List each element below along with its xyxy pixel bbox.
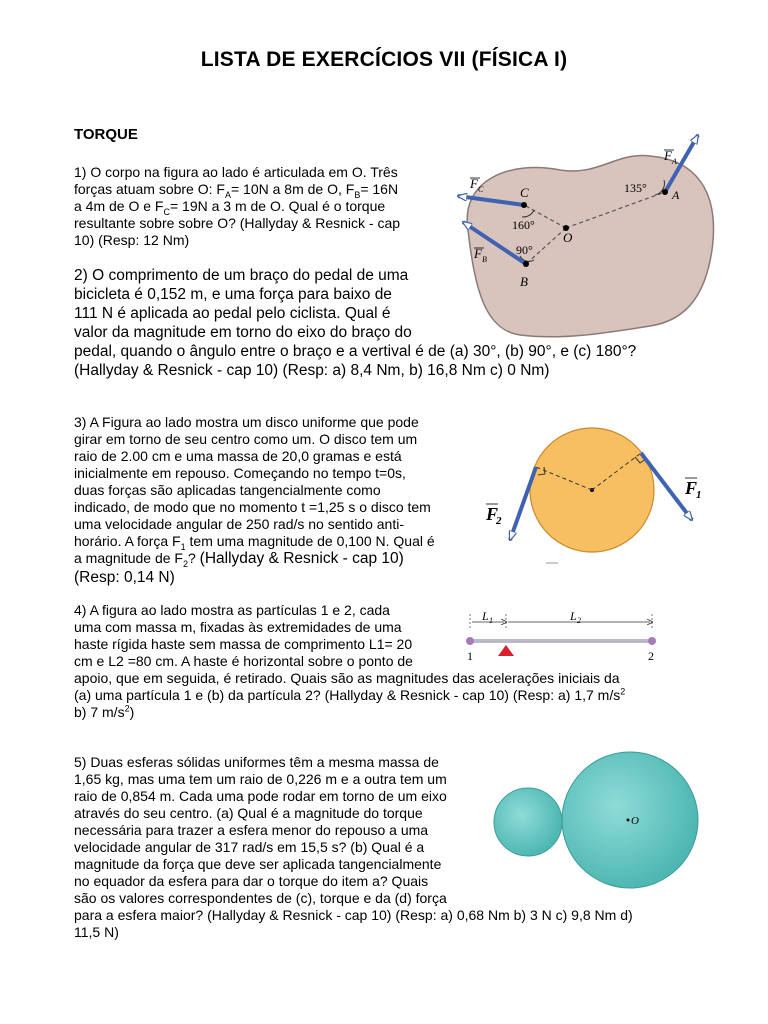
ex4-line: b) 7 $m/s^2$) bbox=[74, 703, 135, 720]
sphere-center bbox=[627, 819, 630, 822]
ex3-line: inicialmente em repouso. Começando no tempo t=0s, bbox=[74, 465, 406, 481]
ex3-line: a magnitude de $F_2$? (Hallyday & Resnick - cap 10) bbox=[74, 550, 404, 569]
ex3-line: horário. A força $F_1$ tem uma magnitude de 0,100 N. Qual é bbox=[74, 533, 435, 552]
ex5-line: através do seu centro. (a) Qual é a magnitude do torque bbox=[74, 805, 423, 821]
ex3-line: girar em torno de seu centro como um. O disco tem um bbox=[74, 431, 418, 447]
label-b: B bbox=[520, 274, 528, 289]
ex2-line: pedal, quando o ângulo entre o braço e a vertival é de (a) 30°, (b) 90°, e (c) 180°? bbox=[74, 343, 637, 360]
particle-2-label: 2 bbox=[648, 649, 654, 663]
angle-label-c: 160° bbox=[512, 218, 535, 232]
label-o: O bbox=[563, 230, 573, 245]
figure-4-rod bbox=[460, 608, 670, 664]
ex5-line: 5) Duas esferas sólidas uniformes têm a mesma massa de bbox=[74, 754, 439, 770]
ex4-line: (a) uma partícula 1 e (b) da partícula 2? (Hallyday & Resnick - cap 10) (Resp: a) 1,7 $m/s^2$ bbox=[74, 686, 626, 703]
rigid-body bbox=[467, 156, 713, 337]
ex2-line: 111 N é aplicada ao pedal pelo ciclista. Qual é bbox=[74, 305, 391, 322]
angle-label-b: 90° bbox=[516, 243, 533, 257]
ex1-line: resultante sobre sobre O? (Hallyday & Resnick - cap bbox=[74, 215, 401, 231]
svg-text:F: F bbox=[685, 478, 698, 498]
ex3-line: indicado, de modo que no momento t =1,25 s o disco tem bbox=[74, 499, 431, 515]
section-heading-torque: TORQUE bbox=[74, 126, 138, 143]
ex5-line: raio de 0,854 m. Cada uma pode rodar em torno de um eixo bbox=[74, 788, 447, 804]
rod bbox=[470, 639, 652, 643]
ex5-line: no equador da esfera para dar o torque do item a? Quais bbox=[74, 873, 429, 889]
center-label-o: O bbox=[631, 815, 639, 827]
svg-text:C: C bbox=[478, 185, 484, 194]
ex5-line: para a esfera maior? (Hallyday & Resnick - cap 10) (Resp: a) 0,68 Nm b) 3 N c) 9,8 Nm d) bbox=[74, 907, 633, 923]
ex2-line: 2) O comprimento de um braço do pedal de uma bbox=[74, 267, 409, 284]
ex5-line: velocidade angular de 317 rad/s em 15,5 s? (b) Qual é a bbox=[74, 839, 425, 855]
ex2-line: (Hallyday & Resnick - cap 10) (Resp: a) 8,4 Nm, b) 16,8 Nm c) 0 Nm) bbox=[74, 362, 550, 379]
particle-1-label: 1 bbox=[467, 649, 473, 663]
ex5-line: necessária para trazer a esfera menor do repouso a uma bbox=[74, 822, 429, 838]
ex4-line: 4) A figura ao lado mostra as partículas 1 e 2, cada bbox=[74, 602, 390, 618]
figure-5-spheres bbox=[492, 758, 708, 898]
ex5-line: são os valores correspondentes de (c), torque e da (d) força bbox=[74, 890, 447, 906]
svg-text:L: L bbox=[570, 609, 577, 623]
svg-text:F: F bbox=[664, 148, 672, 163]
ex1-line: 10) (Resp: 12 Nm) bbox=[74, 232, 190, 248]
force-label-f2 bbox=[485, 504, 502, 527]
svg-text:F: F bbox=[486, 504, 499, 524]
svg-text:1: 1 bbox=[696, 489, 702, 501]
ex3-line: duas forças são aplicadas tangencialmente como bbox=[74, 482, 381, 498]
svg-text:2: 2 bbox=[496, 515, 502, 527]
figure-3-disk bbox=[480, 420, 710, 570]
force-label-f1 bbox=[684, 478, 702, 501]
svg-text:F: F bbox=[470, 176, 478, 191]
ex1-line: a 4m de O e $F_C= 19N$ a 3 m de O. Qual é o torque bbox=[74, 198, 386, 217]
ex1-line: 1) O corpo na figura ao lado é articulada em O. Três bbox=[74, 164, 398, 180]
ex4-line: apoio, que em seguida, é retirado. Quais são as magnitudes das acelerações iniciais da bbox=[74, 670, 620, 686]
ex5-line: magnitude da força que deve ser aplicada tangencialmente bbox=[74, 856, 442, 872]
ex3-line: uma velocidade angular de 250 rad/s no sentido anti- bbox=[74, 516, 404, 532]
label-l2 bbox=[569, 609, 581, 625]
svg-text:F: F bbox=[474, 246, 482, 261]
svg-text:2: 2 bbox=[577, 616, 581, 625]
label-l1 bbox=[481, 609, 493, 625]
svg-text:B: B bbox=[482, 255, 487, 264]
point-a bbox=[662, 189, 668, 195]
ex2-line: bicicleta é 0,152 m, e uma força para baixo de bbox=[74, 286, 392, 303]
angle-label-a: 135° bbox=[624, 181, 647, 195]
large-sphere bbox=[562, 752, 698, 888]
particle-2 bbox=[648, 637, 656, 645]
ex1-line: forças atuam sobre O: $F_A= 10N$ a 8m de O, $F_B= 16N$ bbox=[74, 181, 399, 200]
label-a: A bbox=[672, 188, 680, 202]
ex3-line: 3) A Figura ao lado mostra um disco uniforme que pode bbox=[74, 414, 419, 430]
particle-1 bbox=[466, 637, 474, 645]
ex3-line: (Resp: 0,14 N) bbox=[74, 569, 175, 586]
label-c: C bbox=[520, 185, 529, 200]
small-sphere bbox=[494, 788, 562, 856]
svg-text:1: 1 bbox=[489, 616, 493, 625]
svg-text:A: A bbox=[672, 157, 677, 166]
ex4-line: haste rígida haste sem massa de comprimento L1= 20 bbox=[74, 636, 413, 652]
ex4-line: uma com massa m, fixadas às extremidades de uma bbox=[74, 619, 402, 635]
page-title: LISTA DE EXERCÍCIOS VII (FÍSICA I) bbox=[200, 48, 568, 71]
support-triangle bbox=[498, 645, 514, 656]
ex2-line: valor da magnitude em torno do eixo do braço do bbox=[74, 324, 412, 341]
point-b bbox=[523, 261, 529, 267]
ex5-line: 11,5 N) bbox=[74, 924, 119, 940]
figure-1-body-forces bbox=[450, 130, 720, 342]
ex5-line: 1,65 kg, mas uma tem um raio de 0,226 m e a outra tem um bbox=[74, 771, 447, 787]
ex3-line: raio de 2.00 cm e uma massa de 20,0 gramas e está bbox=[74, 448, 402, 464]
ex4-line: cm e L2 =80 cm. A haste é horizontal sobre o ponto de bbox=[74, 653, 413, 669]
point-c bbox=[521, 202, 527, 208]
svg-text:L: L bbox=[482, 609, 489, 623]
